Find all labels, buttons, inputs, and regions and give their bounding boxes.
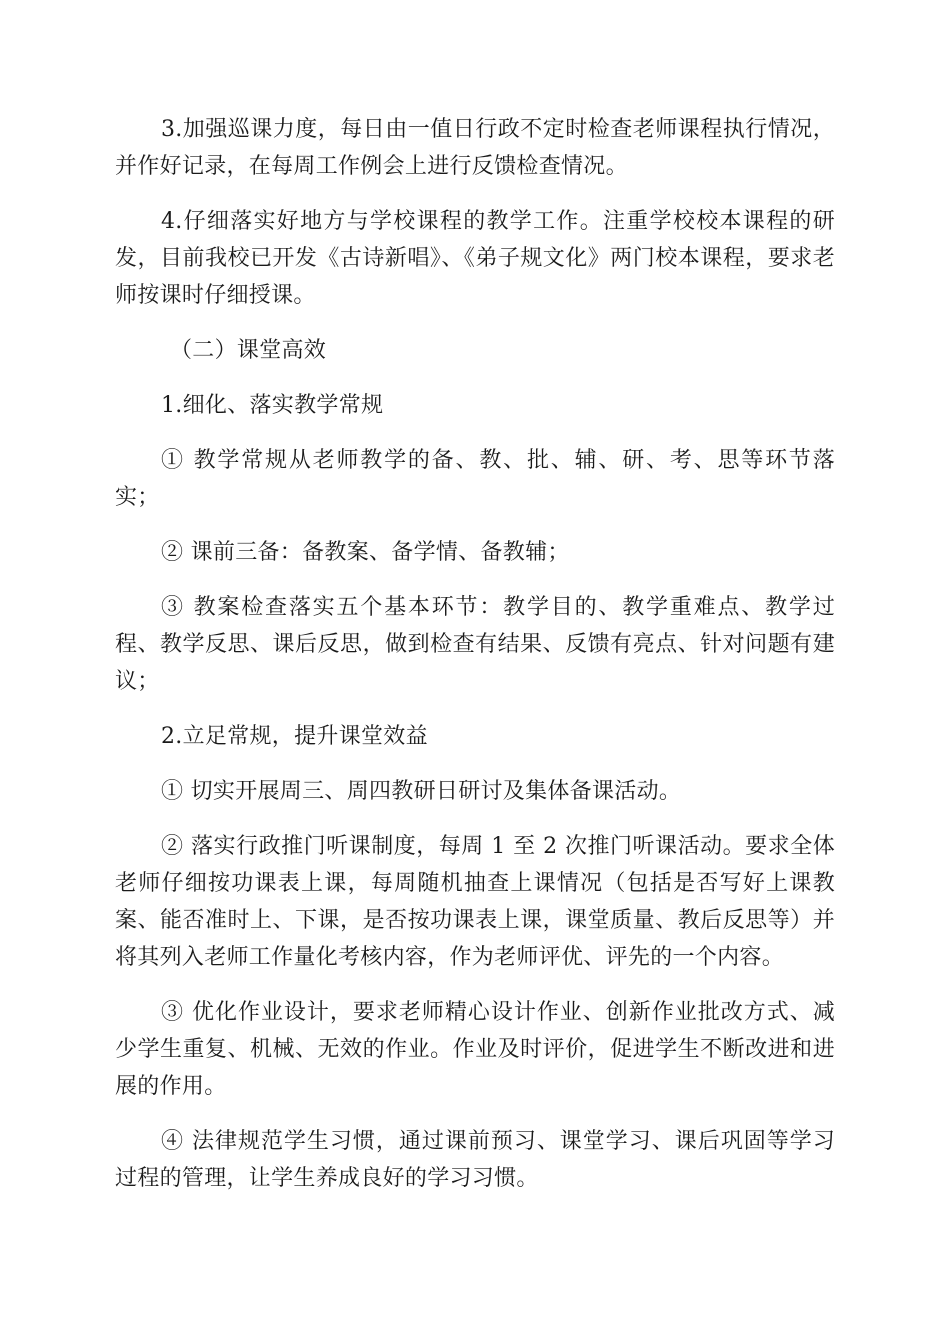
paragraph-inspection: 3.加强巡课力度，每日由一值日行政不定时检查老师课程执行情况，并作好记录，在每周工作例会上进行反馈检查情况。: [115, 117, 835, 179]
list-item-lesson-plan-check: ③ 教案检查落实五个基本环节：教学目的、教学重难点、教学过程、教学反思、课后反思，做到检查有结果、反馈有亮点、针对问题有建议；: [115, 595, 835, 694]
section-heading-efficient-classroom: （二）课堂高效: [170, 338, 327, 363]
list-item-study-habits: ④ 法律规范学生习惯，通过课前预习、课堂学习、课后巩固等学习过程的管理，让学生养成良好的学习习惯。: [115, 1129, 835, 1191]
paragraph-school-curriculum: 4.仔细落实好地方与学校课程的教学工作。注重学校校本课程的研发，目前我校已开发《古诗新唱》、《弟子规文化》两门校本课程，要求老师按课时仔细授课。: [115, 209, 835, 308]
subheading-teaching-routine: 1.细化、落实教学常规: [161, 393, 384, 418]
list-item-lesson-observation: ② 落实行政推门听课制度，每周 1 至 2 次推门听课活动。要求全体老师仔细按功课表上课，每周随机抽查上课情况（包括是否写好上课教案、能否准时上、下课，是否按功课表上课，课堂质量、教后反思等）并将其列入老师工作量化考核内容，作为老师评优、评先的一个内容。: [115, 834, 835, 970]
document-page: [115, 111, 835, 1215]
list-item-homework-design: ③ 优化作业设计，要求老师精心设计作业、创新作业批改方式、减少学生重复、机械、无效的作业。作业及时评价，促进学生不断改进和进展的作用。: [115, 1000, 835, 1099]
list-item-research-day: ① 切实开展周三、周四教研日研讨及集体备课活动。: [161, 779, 682, 804]
list-item-three-preparations: ② 课前三备：备教案、备学情、备教辅；: [161, 540, 570, 565]
subheading-classroom-benefit: 2.立足常规，提升课堂效益: [161, 724, 428, 749]
list-item-routine-steps: ① 教学常规从老师教学的备、教、批、辅、研、考、思等环节落实；: [115, 448, 835, 510]
